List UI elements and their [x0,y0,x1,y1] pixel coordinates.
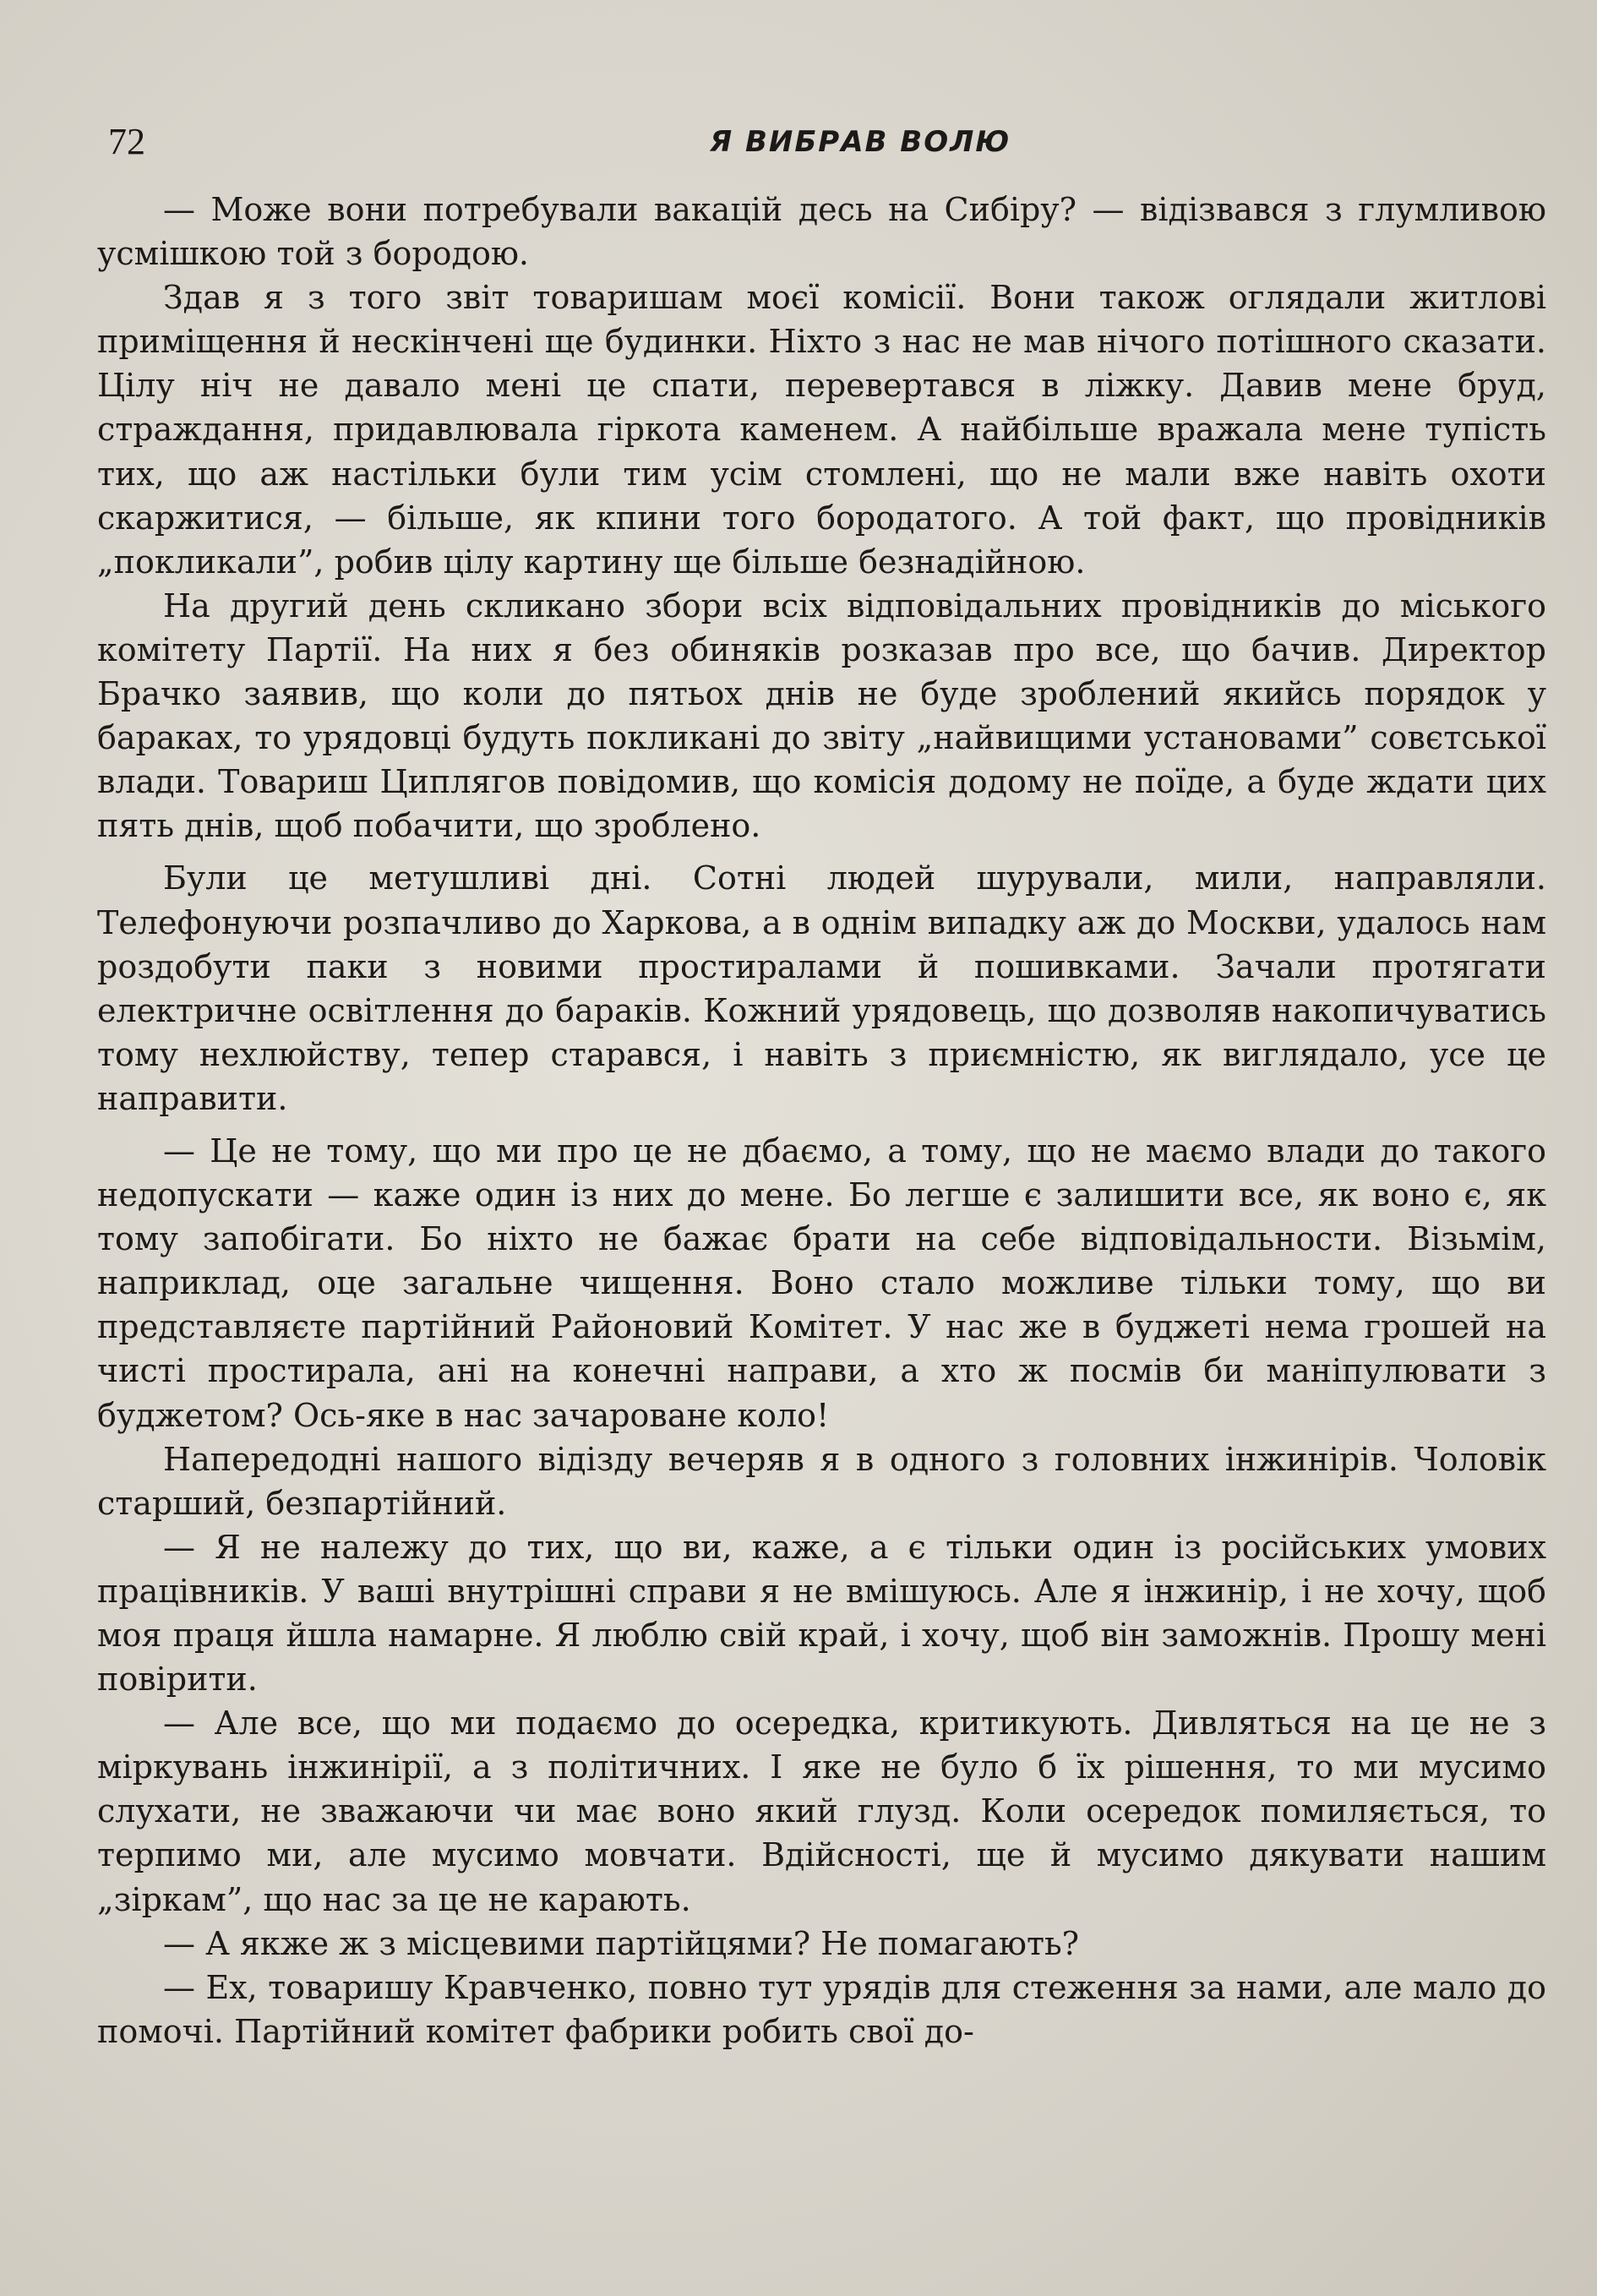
paragraph: Напередодні нашого відізду вечеряв я в одного з головних інжинірів. Чоловік старший, безпартійний. [97,1440,1546,1522]
paragraph: Здав я з того звіт товаришам моєї комісії. Вони також оглядали житлові приміщення й нескінчені ще будинки. Ніхто з нас не мав нічого потішного сказати. Цілу ніч не давало мені це спати, перевертався в ліжку. Давив мене бруд, страждання, придавлювала гіркота каменем. А найбільше вражала мене тупість тих, що аж настільки були тим усім стомлені, що не мали вже навіть охоти скаржитися, — більше, як кпини того бородатого. А той факт, що провідників „покликали”, робив цілу картину ще більше безнадійною. [97,279,1546,581]
running-title: Я ВИБРАВ ВОЛЮ [710,125,1011,159]
paragraph: — А якже ж з місцевими партійцями? Не помагають? [163,1924,1080,1962]
paragraph: Були це метушливі дні. Сотні людей шурували, мили, направляли. Телефонуючи розпачливо до Харкова, а в однім випадку аж до Москви, удалось нам роздобути паки з новими простиралами й пошивками. Зачали протягати електричне освітлення до бараків. Кожний урядовець, що дозволяв накопичуватись тому нехлюйству, тепер старався, і навіть з приємністю, як виглядало, усе це направити. [97,859,1546,1117]
paragraph: — Це не тому, що ми про це не дбаємо, а тому, що не маємо влади до такого недопускати — каже один із них до мене. Бо легше є залишити все, як воно є, як тому запобігати. Бо ніхто не бажає брати на себе відповідальности. Візьмім, наприклад, оце загальне чищення. Воно стало можливе тільки тому, що ви представляєте партійний Районовий Комітет. У нас же в буджеті нема грошей на чисті простирала, ані на конечні направи, а хто ж посмів би маніпулювати з буджетом? Ось-яке в нас зачароване коло! [97,1132,1546,1434]
body-text [97,188,1546,2053]
paragraph: — Я не належу до тих, що ви, каже, а є тільки один із російських умових працівників. У ваші внутрішні справи я не вмішуюсь. Але я інжинір, і не хочу, щоб моя праця йшла намарне. Я люблю свій край, і хочу, щоб він заможнів. Прошу мені повірити. [97,1528,1546,1699]
page-header [108,120,1545,171]
paragraph: На другий день скликано збори всіх відповідальних провідників до міського комітету Партії. На них я без обиняків розказав про все, що бачив. Директор Брачко заявив, що коли до пятьох днів не буде зроблений якийсь порядок у бараках, то урядовці будуть покликані до звіту „найвищими установами” совєтської влади. Товариш Циплягов повідомив, що комісія додому не поїде, а буде ждати цих пять днів, щоб побачити, що зроблено. [97,586,1546,845]
paragraph: — Але все, що ми подаємо до осередка, критикують. Дивляться на це не з міркувань інжинірії, а з політичних. І яке не було б їх рішення, то ми мусимо слухати, не зважаючи чи має воно який глузд. Коли осередок помиляється, то терпимо ми, але мусимо мовчати. Вдійсності, ще й мусимо дякувати нашим „зіркам”, що нас за це не карають. [97,1704,1546,1918]
paragraph: — Може вони потребували вакацій десь на Сибіру? — відізвався з глумливою усмішкою той з бородою. [97,191,1546,273]
paragraph: — Ех, товаришу Кравченко, повно тут урядів для стеження за нами, але мало до помочі. Партійний комітет фабрики робить свої до- [97,1968,1546,2050]
page-number: 72 [108,121,145,162]
